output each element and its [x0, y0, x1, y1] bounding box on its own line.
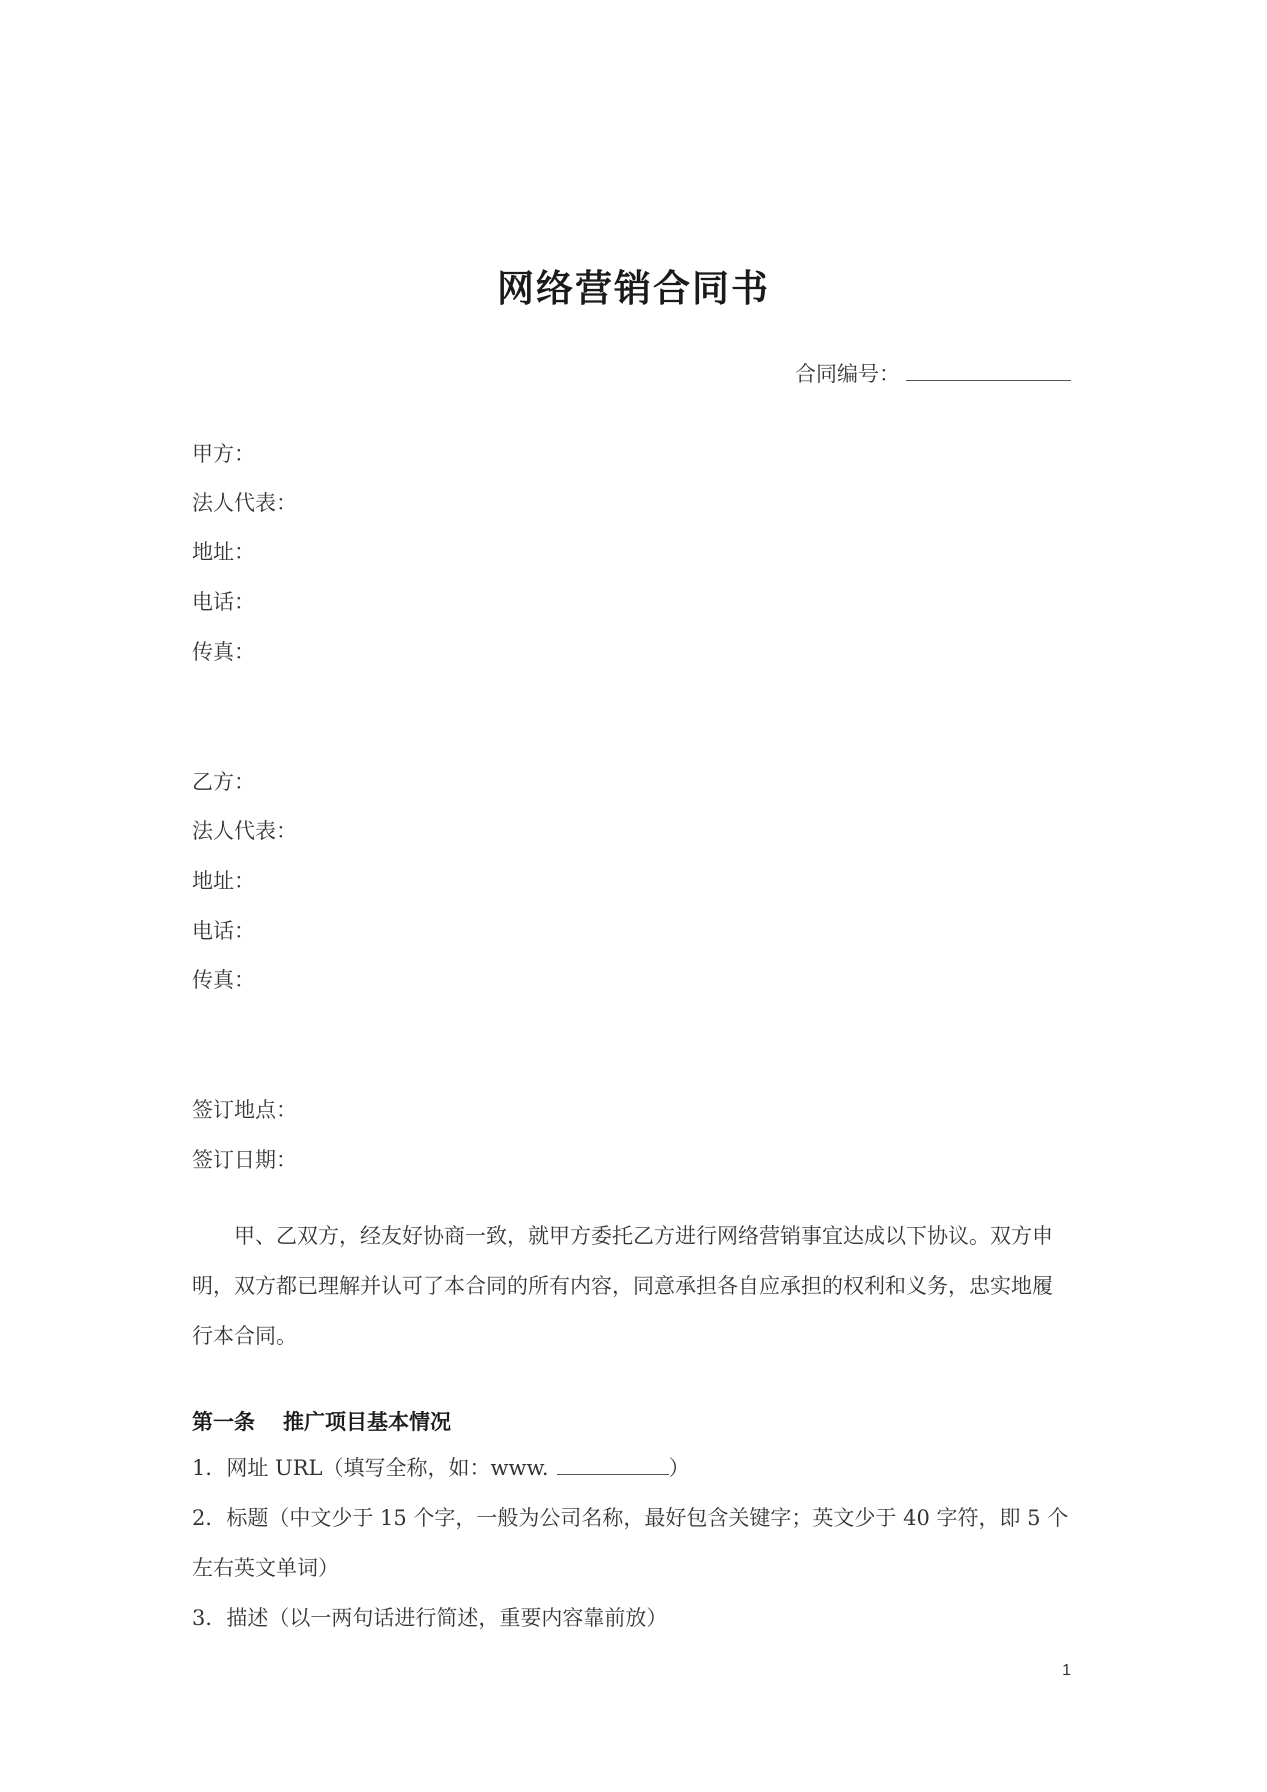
contract-number: [795, 358, 1071, 388]
party-b-legal-rep: 法人代表：: [192, 819, 297, 843]
item-1-close: ）: [668, 1456, 690, 1480]
contract-number-label: 合同编号：: [795, 362, 900, 386]
party-b-address: 地址：: [192, 869, 255, 893]
signing-place: 签订地点：: [192, 1098, 297, 1122]
article-1-item-2: 2．标题（中文少于 15 个字，一般为公司名称，最好包含关键字；英文少于 40 字符，即 5 个左右英文单词）: [192, 1506, 1069, 1580]
party-b-fax: 传真：: [192, 968, 255, 992]
article-1-number: 第一条: [192, 1410, 255, 1434]
party-b-phone: 电话：: [192, 919, 255, 943]
party-a-phone: 电话：: [192, 590, 255, 614]
contract-number-blank: [906, 362, 1071, 381]
article-1-item-1: [192, 1443, 1072, 1493]
article-1-item-3: 3．描述（以一两句话进行简述，重要内容靠前放）: [192, 1606, 668, 1630]
url-blank: [557, 1456, 669, 1475]
party-b-label: 乙方：: [192, 770, 255, 794]
item-1-text: 1．网址 URL（填写全称，如：www.: [192, 1456, 549, 1480]
party-a-legal-rep: 法人代表：: [192, 491, 297, 515]
party-a-label: 甲方：: [192, 442, 255, 466]
document-title: 网络营销合同书: [497, 267, 770, 310]
article-1-title: 推广项目基本情况: [283, 1410, 451, 1434]
signing-date: 签订日期：: [192, 1148, 297, 1172]
page-number: 1: [1062, 1662, 1071, 1679]
party-a-address: 地址：: [192, 540, 255, 564]
intro-paragraph: 甲、乙双方，经友好协商一致，就甲方委托乙方进行网络营销事宜达成以下协议。双方申明，双方都已理解并认可了本合同的所有内容，同意承担各自应承担的权利和义务，忠实地履行本合同。: [192, 1224, 1053, 1348]
party-a-fax: 传真：: [192, 640, 255, 664]
article-1-heading: [192, 1406, 451, 1436]
